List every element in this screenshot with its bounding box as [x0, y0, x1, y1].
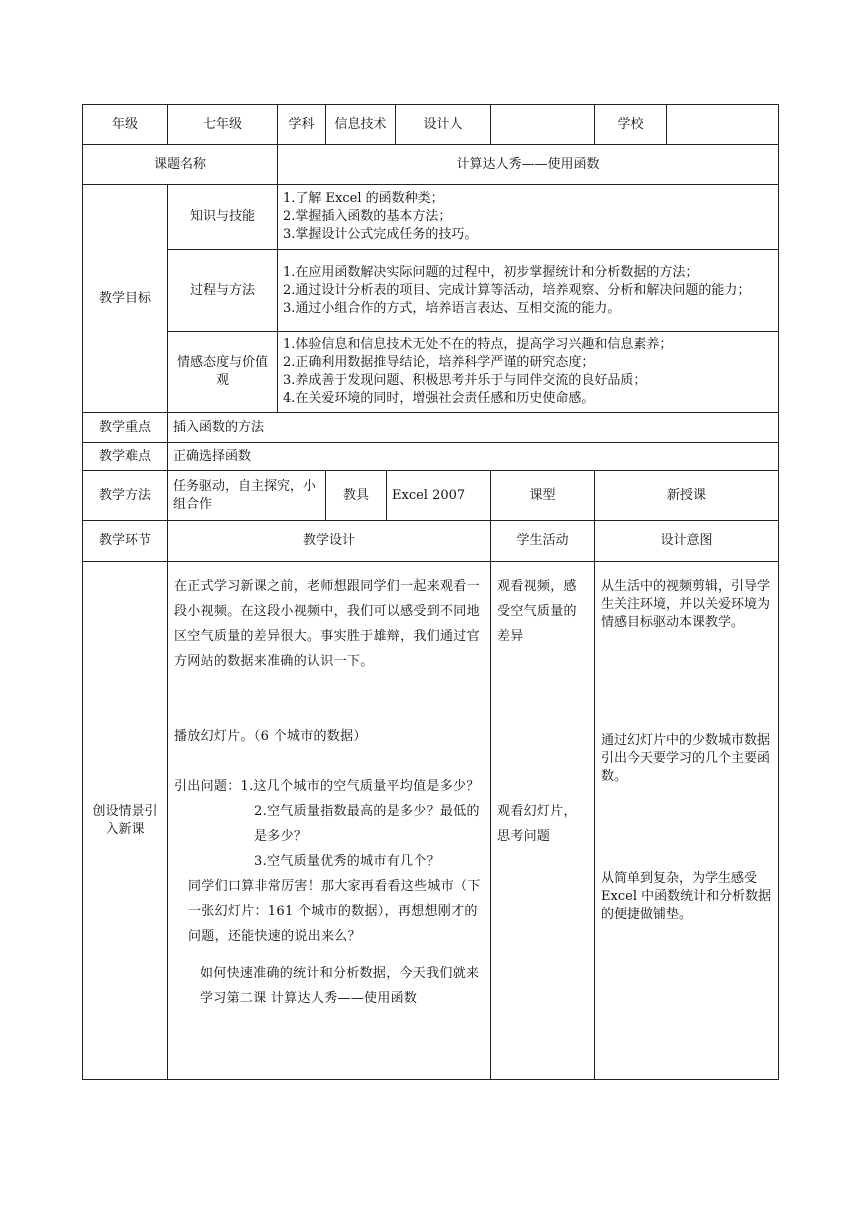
process-line-1: 1.在应用函数解决实际问题的过程中，初步掌握统计和分析数据的方法；	[283, 264, 699, 280]
activity-1: 观看视频，感受空气质量的差异	[497, 579, 577, 644]
key-point-label: 教学重点	[83, 413, 168, 443]
intent-2: 通过幻灯片中的少数城市数据引出今天要学习的几个主要函数。	[601, 733, 771, 784]
topic-value: 计算达人秀——使用函数	[278, 145, 779, 185]
goals-emotion-row	[83, 332, 779, 413]
method-label: 教学方法	[83, 471, 168, 521]
stage1-activity	[491, 562, 595, 1080]
header-row	[83, 105, 779, 145]
emotion-label: 情感态度与价值观	[168, 332, 278, 413]
emotion-content	[278, 332, 779, 413]
knowledge-label: 知识与技能	[168, 185, 278, 250]
method-value: 任务驱动，自主探究，小组合作	[168, 471, 326, 521]
goals-knowledge-row	[83, 185, 779, 250]
topic-label: 课题名称	[83, 145, 278, 185]
knowledge-line-1: 1.了解 Excel 的函数种类；	[283, 191, 444, 206]
method-row	[83, 471, 779, 521]
school-label: 学校	[595, 105, 667, 145]
col-stage: 教学环节	[83, 521, 168, 562]
col-activity: 学生活动	[491, 521, 595, 562]
emotion-line-2: 2.正确利用数据推导结论，培养科学严谨的研究态度；	[283, 355, 595, 370]
design-question-3: 3.空气质量优秀的城市有几个？	[254, 854, 440, 869]
design-paragraph-1: 在正式学习新课之前，老师想跟同学们一起来观看一段小视频。在这段小视频中，我们可以感受到不同地区空气质量的差异很大。事实胜于雄辩，我们通过官方网站的数据来准确的认识一下。	[174, 579, 480, 669]
subject-value: 信息技术	[326, 105, 396, 145]
process-line-2: 2.通过设计分析表的项目、完成计算等活动，培养观察、分析和解决问题的能力；	[283, 282, 751, 298]
emotion-line-1: 1.体验信息和信息技术无处不在的特点，提高学习兴趣和信息素养；	[283, 337, 673, 352]
stage1-design	[168, 562, 491, 1080]
process-content	[278, 250, 779, 332]
emotion-line-3: 3.养成善于发现问题、积极思考并乐于与同伴交流的良好品质；	[283, 373, 647, 388]
grade-label: 年级	[83, 105, 168, 145]
key-point-value: 插入函数的方法	[168, 413, 779, 443]
design-paragraph-4: 如何快速准确的统计和分析数据，今天我们就来学习第二课 计算达人秀——使用函数	[200, 966, 480, 1006]
lesson-plan-table	[82, 104, 779, 1080]
intent-1: 从生活中的视频剪辑，引导学生关注环境，并以关爱环境为情感目标驱动本课教学。	[601, 579, 771, 630]
designer-label: 设计人	[396, 105, 491, 145]
type-label: 课型	[491, 471, 595, 521]
intent-3: 从简单到复杂，为学生感受 Excel 中函数统计和分析数据的便捷做铺垫。	[601, 871, 772, 922]
subject-label: 学科	[278, 105, 326, 145]
design-question-1: 引出问题：1.这几个城市的空气质量平均值是多少？	[174, 779, 480, 794]
design-question-2: 2.空气质量指数最高的是多少？最低的是多少？	[254, 804, 480, 844]
activity-2: 观看幻灯片，思考问题	[497, 804, 577, 844]
columns-row	[83, 521, 779, 562]
stage1-label: 创设情景引入新课	[83, 562, 168, 1080]
school-value	[667, 105, 779, 145]
process-label: 过程与方法	[168, 250, 278, 332]
key-point-row	[83, 413, 779, 443]
col-intent: 设计意图	[595, 521, 779, 562]
process-line-3: 3.通过小组合作的方式，培养语言表达、互相交流的能力。	[283, 300, 621, 316]
col-design: 教学设计	[168, 521, 491, 562]
stage1-intent	[595, 562, 779, 1080]
emotion-line-4: 4.在关爱环境的同时，增强社会责任感和历史使命感。	[283, 391, 595, 406]
difficulty-value: 正确选择函数	[168, 443, 779, 471]
tools-value: Excel 2007	[387, 471, 491, 521]
type-value: 新授课	[595, 471, 779, 521]
goals-process-row	[83, 250, 779, 332]
tools-label: 教具	[326, 471, 387, 521]
difficulty-label: 教学难点	[83, 443, 168, 471]
designer-value	[491, 105, 595, 145]
grade-value: 七年级	[168, 105, 278, 145]
stage1-row	[83, 562, 779, 1080]
design-paragraph-2: 播放幻灯片。（6 个城市的数据）	[174, 729, 367, 744]
design-paragraph-3: 同学们口算非常厉害！那大家再看看这些城市（下一张幻灯片：161 个城市的数据），再想想刚才的问题，还能快速的说出来么？	[188, 879, 481, 944]
topic-row	[83, 145, 779, 185]
knowledge-line-3: 3.掌握设计公式完成任务的技巧。	[283, 227, 478, 242]
difficulty-row	[83, 443, 779, 471]
goals-label: 教学目标	[83, 185, 168, 413]
knowledge-content	[278, 185, 779, 250]
knowledge-line-2: 2.掌握插入函数的基本方法；	[283, 209, 452, 224]
